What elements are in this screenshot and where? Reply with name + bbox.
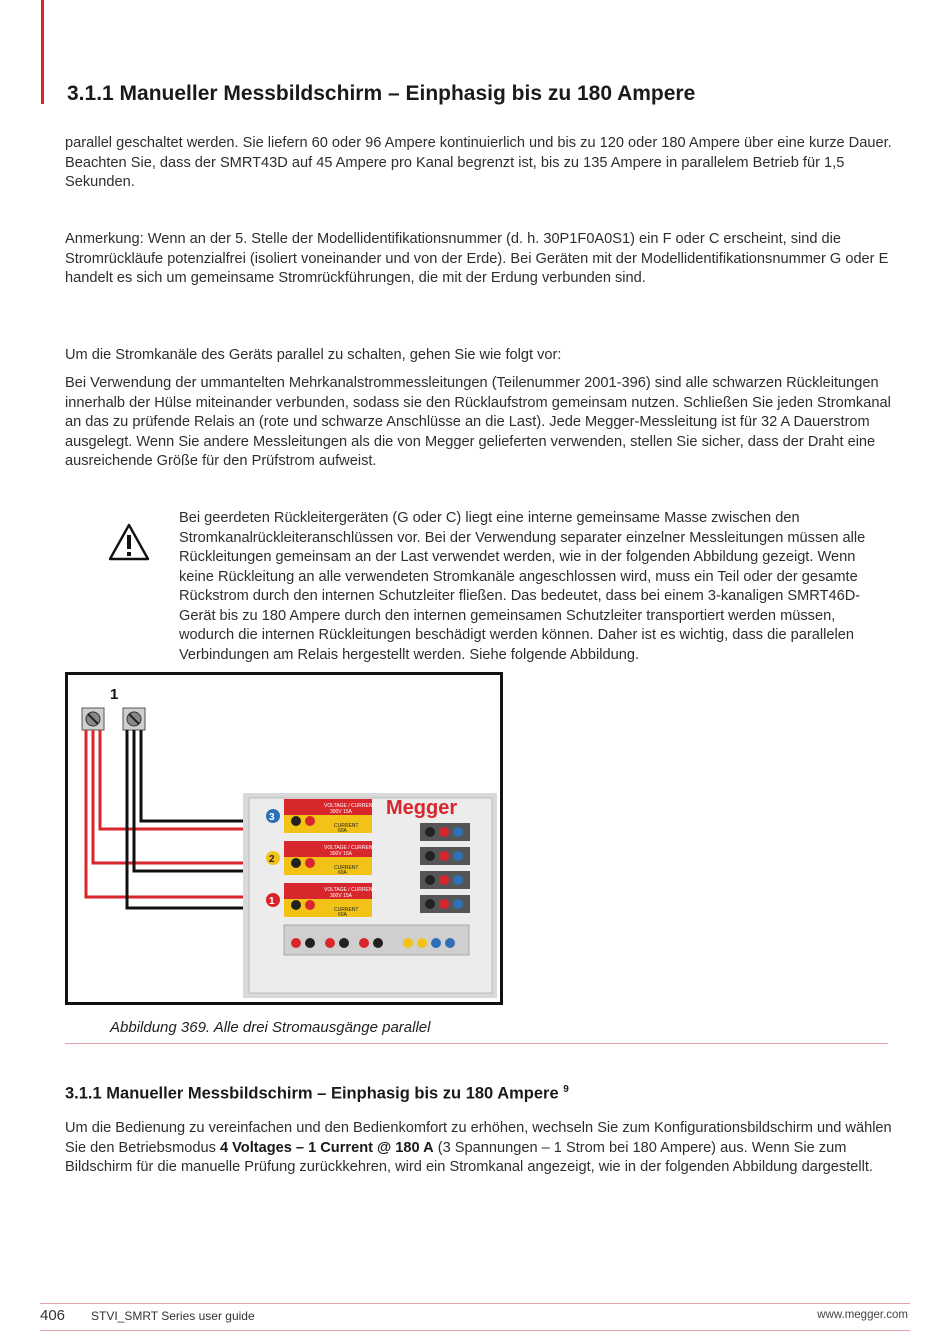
svg-text:VOLTAGE / CURRENT: VOLTAGE / CURRENT xyxy=(324,887,376,893)
svg-text:60A: 60A xyxy=(338,828,347,834)
website-link[interactable]: www.megger.com xyxy=(817,1309,908,1321)
brand-logo: Megger xyxy=(386,797,458,819)
svg-text:VOLTAGE / CURRENT: VOLTAGE / CURRENT xyxy=(324,803,376,809)
svg-text:300V 15A: 300V 15A xyxy=(330,809,352,815)
svg-text:CURRENT: CURRENT xyxy=(334,823,359,829)
paragraph-intro-steps: Um die Stromkanäle des Geräts parallel zu schalten, gehen Sie wie folgt vor: xyxy=(65,347,562,363)
relay-number-label: 1 xyxy=(110,686,119,703)
relay-terminal-red xyxy=(82,708,104,730)
figure-caption: Abbildung 369. Alle drei Stromausgänge parallel xyxy=(110,1019,431,1036)
wiring-diagram xyxy=(68,675,500,1002)
svg-text:1: 1 xyxy=(269,896,275,907)
paragraph-test-leads: Bei Verwendung der ummantelten Mehrkanalstrommessleitungen (Teilenummer 2001-396) sind alle schwarzen Rückleitungen innerhalb der Hülse miteinander verbunden, sodass sie den Rücklaufstrom gemeinsam nutzen. Schließen Sie jeden Stromkanal an das zu prüfende Relais an (rote und schwarze Anschlüsse an die Last). Jede Megger-Messleitung ist für 32 A Dauerstrom ausgelegt. Wenn Sie andere Messleitungen als die von Megger gelieferten verwenden, stellen Sie sicher, dass der Draht eine ausreichende Größe für den Prüfstrom aufweist. xyxy=(65,375,891,470)
svg-text:60A: 60A xyxy=(338,912,347,918)
footer-rule-bottom xyxy=(40,1330,910,1331)
svg-text:CURRENT: CURRENT xyxy=(334,865,359,871)
operating-mode-name: 4 Voltages – 1 Current @ 180 A xyxy=(219,1139,434,1156)
footnote-marker: 9 xyxy=(563,1084,569,1095)
guide-title: STVI_SMRT Series user guide xyxy=(91,1309,255,1323)
svg-text:CURRENT: CURRENT xyxy=(334,907,359,913)
warning-icon xyxy=(108,523,150,561)
paragraph-current-ratings: parallel geschaltet werden. Sie liefern 60 oder 96 Ampere kontinuierlich und bis zu 120 oder 180 Ampere über eine kurze Dauer. Beachten Sie, dass der SMRT43D auf 45 Ampere pro Kanal begrenzt ist, bis zu 135 Ampere in parallelem Betrieb für 1,5 Sekunden. xyxy=(65,135,892,191)
paragraph-note-model-id: Anmerkung: Wenn an der 5. Stelle der Modellidentifikationsnummer (d. h. 30P1F0A0S1) ein F oder C erscheint, sind die Stromrückläufe potenzialfrei (isoliert voneinander und von der Erde). Bei Geräten mit der Modellidentifikationsnummer G oder E handelt es sich um gemeinsame Stromrückführungen, die mit der Erdung verbunden sind. xyxy=(65,231,889,287)
svg-text:60A: 60A xyxy=(338,870,347,876)
paragraph-operating-mode: Um die Bedienung zu vereinfachen und den Bedienkomfort zu erhöhen, wechseln Sie zum Konfigurationsbildschirm und wählen Sie den Betriebsmodus 4 Voltages – 1 Current @ 180 A (3 Spannungen – 1 Strom bei 180 Ampere) aus. Wenn Sie zum Bildschirm für die manuelle Prüfung zurückkehren, wird ein Stromkanal angezeigt, wie in der folgenden Abbildung dargestellt. xyxy=(65,1120,892,1176)
svg-text:2: 2 xyxy=(269,854,275,865)
page-number: 406 xyxy=(40,1307,66,1324)
relay-terminal-black xyxy=(123,708,145,730)
footer-rule-top xyxy=(40,1303,910,1304)
svg-text:300V 15A: 300V 15A xyxy=(330,893,352,899)
figure-parallel-wiring xyxy=(65,672,503,1005)
svg-text:VOLTAGE / CURRENT: VOLTAGE / CURRENT xyxy=(324,845,376,851)
svg-text:300V 15A: 300V 15A xyxy=(330,851,352,857)
svg-text:3: 3 xyxy=(269,812,275,823)
warning-text: Bei geerdeten Rückleitergeräten (G oder C) liegt eine interne gemeinsame Masse zwischen den Stromkanalrückleiteranschlüssen vor. Bei der Verwendung separater einzelner Messleitungen müssen alle Rückleitungen gemeinsam an der Last verwendet werden, wie in der folgenden Abbildung gezeigt. Wenn keine Rückleitung an alle verwendeten Stromkanäle angeschlossen wird, muss ein Teil oder der gesamte Rückstrom durch den internen Schutzleiter fließen. Das bedeutet, dass bei einem 3-kanaligen SMRT46D-Gerät bis zu 180 Ampere durch den internen gemeinsamen Schutzleiter transportiert werden müssen, wodurch die internen Rückleitungen beschädigt werden können. Daher ist es wichtig, dass die parallelen Verbindungen am Relais hergestellt werden. Siehe folgende Abbildung. xyxy=(179,510,866,663)
page-accent-bar xyxy=(41,0,44,104)
instrument-panel xyxy=(243,793,497,998)
section-divider xyxy=(65,1043,888,1044)
subsection-heading: 3.1.1 Manueller Messbildschirm – Einphasig bis zu 180 Ampere $^9$ xyxy=(65,1084,569,1103)
section-heading: 3.1.1 Manueller Messbildschirm – Einphasig bis zu 180 Ampere xyxy=(67,82,696,105)
